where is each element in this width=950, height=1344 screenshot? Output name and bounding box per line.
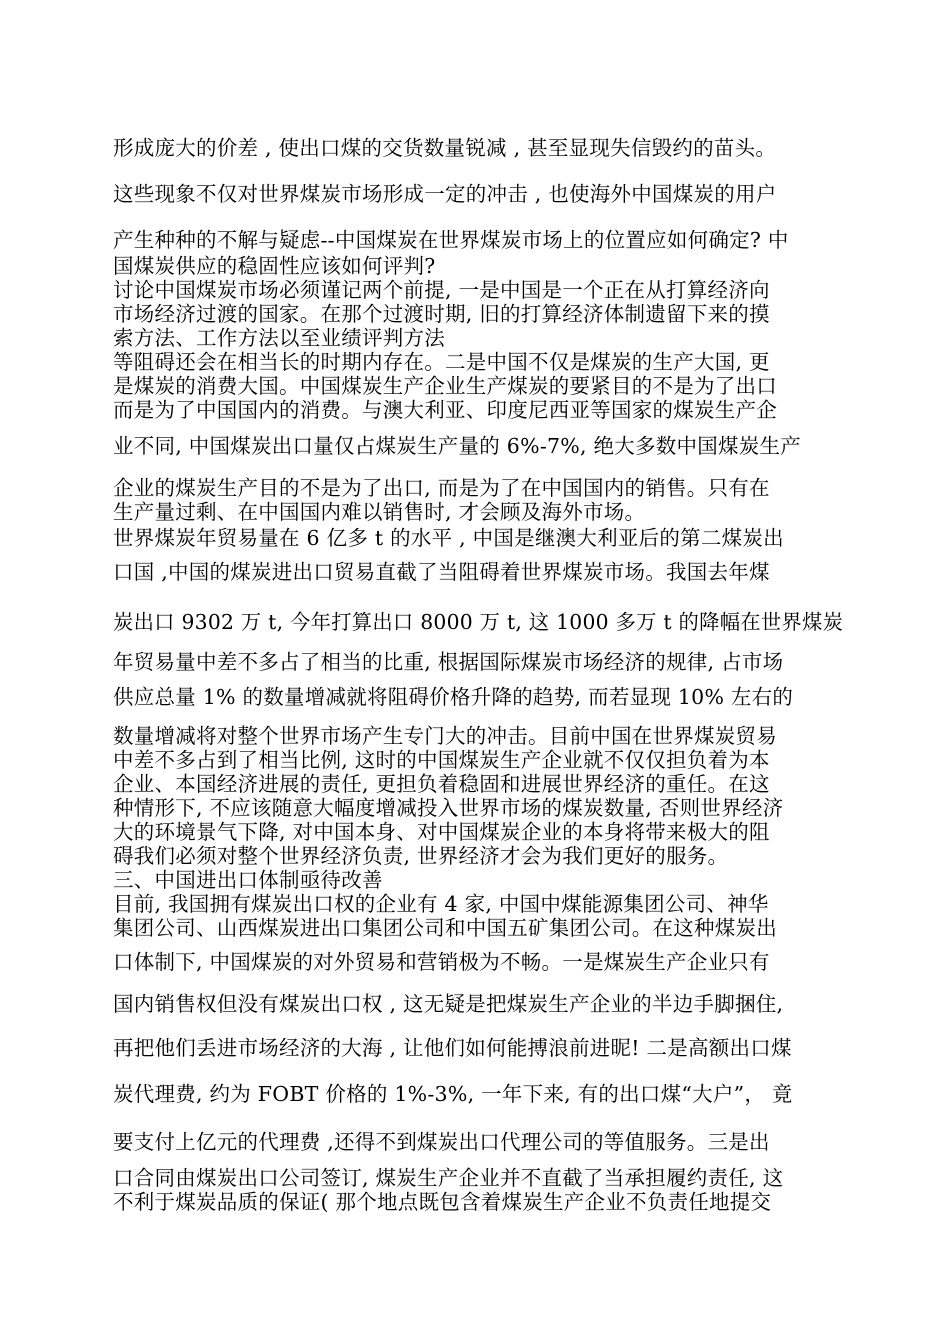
text-line: 生产量过剩、在中国国内难以销售时, 才会顾及海外市场。 [113, 500, 646, 524]
section-heading: 三、中国进出口体制亟待改善 [113, 868, 383, 892]
text-line: 炭出口 9302 万 t, 今年打算出口 8000 万 t, 这 1000 多万 t 的降幅在世界煤炭 [113, 610, 844, 634]
text-line: 种情形下, 不应该随意大幅度增减投入世界市场的煤炭数量, 否则世界经济 [113, 796, 784, 820]
text-line: 国煤炭供应的稳固性应该如何评判? [113, 254, 436, 278]
text-line: 是煤炭的消费大国。中国煤炭生产企业生产煤炭的要紧目的不是为了出口 [113, 374, 777, 398]
text-line: 市场经济过渡的国家。在那个过渡时期, 旧的打算经济体制遗留下来的摸 [113, 302, 770, 326]
text-line: 供应总量 1% 的数量增减就将阻碍价格升降的趋势, 而若显现 10% 左右的 [113, 685, 794, 709]
text-line: 而是为了中国国内的消费。与澳大利亚、印度尼西亚等国家的煤炭生产企 [113, 398, 777, 422]
text-line: 口合同由煤炭出口公司签订, 煤炭生产企业并不直截了当承担履约责任, 这 [113, 1166, 784, 1190]
text-line: 口体制下, 中国煤炭的对外贸易和营销极为不畅。一是煤炭生产企业只有 [113, 950, 770, 974]
text-line: 形成庞大的价差 , 使出口煤的交货数量锐减 , 甚至显现失信毁约的苗头。 [113, 136, 777, 160]
text-line: 不利于煤炭品质的保证( 那个地点既包含着煤炭生产企业不负责任地提交 [113, 1190, 772, 1214]
text-line: 国内销售权但没有煤炭出口权 , 这无疑是把煤炭生产企业的半边手脚捆住, [113, 992, 784, 1016]
text-line: 集团公司、山西煤炭进出口集团公司和中国五矿集团公司。在这种煤炭出 [113, 916, 777, 940]
text-line: 世界煤炭年贸易量在 6 亿多 t 的水平 , 中国是继澳大利亚后的第二煤炭出 [113, 526, 784, 550]
text-line: 再把他们丢进市场经济的大海 , 让他们如何能搏浪前进昵! 二是高额出口煤 [113, 1036, 792, 1060]
text-line: 碍我们必须对整个世界经济负责, 世界经济才会为我们更好的服务。 [113, 844, 729, 868]
text-line: 企业、本国经济进展的责任, 更担负着稳固和进展世界经济的重任。在这 [113, 772, 770, 796]
text-line: 索方法、工作方法以至业绩评判方法 [113, 326, 445, 350]
text-line: 等阻碍还会在相当长的时期内存在。二是中国不仅是煤炭的生产大国, 更 [113, 350, 770, 374]
text-line: 讨论中国煤炭市场必须谨记两个前提, 一是中国是一个正在从打算经济向 [113, 278, 770, 302]
text-line: 炭代理费, 约为 FOBT 价格的 1%-3%, 一年下来, 有的出口煤“大户”， 竟 [113, 1082, 793, 1106]
text-line: 目前, 我国拥有煤炭出口权的企业有 4 家, 中国中煤能源集团公司、神华 [113, 892, 769, 916]
text-line: 大的环境景气下降, 对中国本身、对中国煤炭企业的本身将带来极大的阻 [113, 820, 770, 844]
text-line: 数量增减将对整个世界市场产生专门大的冲击。目前中国在世界煤炭贸易 [113, 724, 777, 748]
text-line: 这些现象不仅对世界煤炭市场形成一定的冲击 , 也使海外中国煤炭的用户 [113, 182, 777, 206]
text-line: 产生种种的不解与疑虑--中国煤炭在世界煤炭市场上的位置应如何确定? 中 [113, 228, 789, 252]
text-line: 企业的煤炭生产目的不是为了出口, 而是为了在中国国内的销售。只有在 [113, 476, 770, 500]
text-line: 口国 ,中国的煤炭进出口贸易直截了当阻碍着世界煤炭市场。我国去年煤 [113, 560, 770, 584]
text-line: 年贸易量中差不多占了相当的比重, 根据国际煤炭市场经济的规律, 占市场 [113, 650, 784, 674]
text-line: 要支付上亿元的代理费 ,还得不到煤炭出口代理公司的等值服务。三是出 [113, 1130, 770, 1154]
text-line: 中差不多占到了相当比例, 这时的中国煤炭生产企业就不仅仅担负着为本 [113, 748, 770, 772]
text-line: 业不同, 中国煤炭出口量仅占煤炭生产量的 6%-7%, 绝大多数中国煤炭生产 [113, 434, 802, 458]
